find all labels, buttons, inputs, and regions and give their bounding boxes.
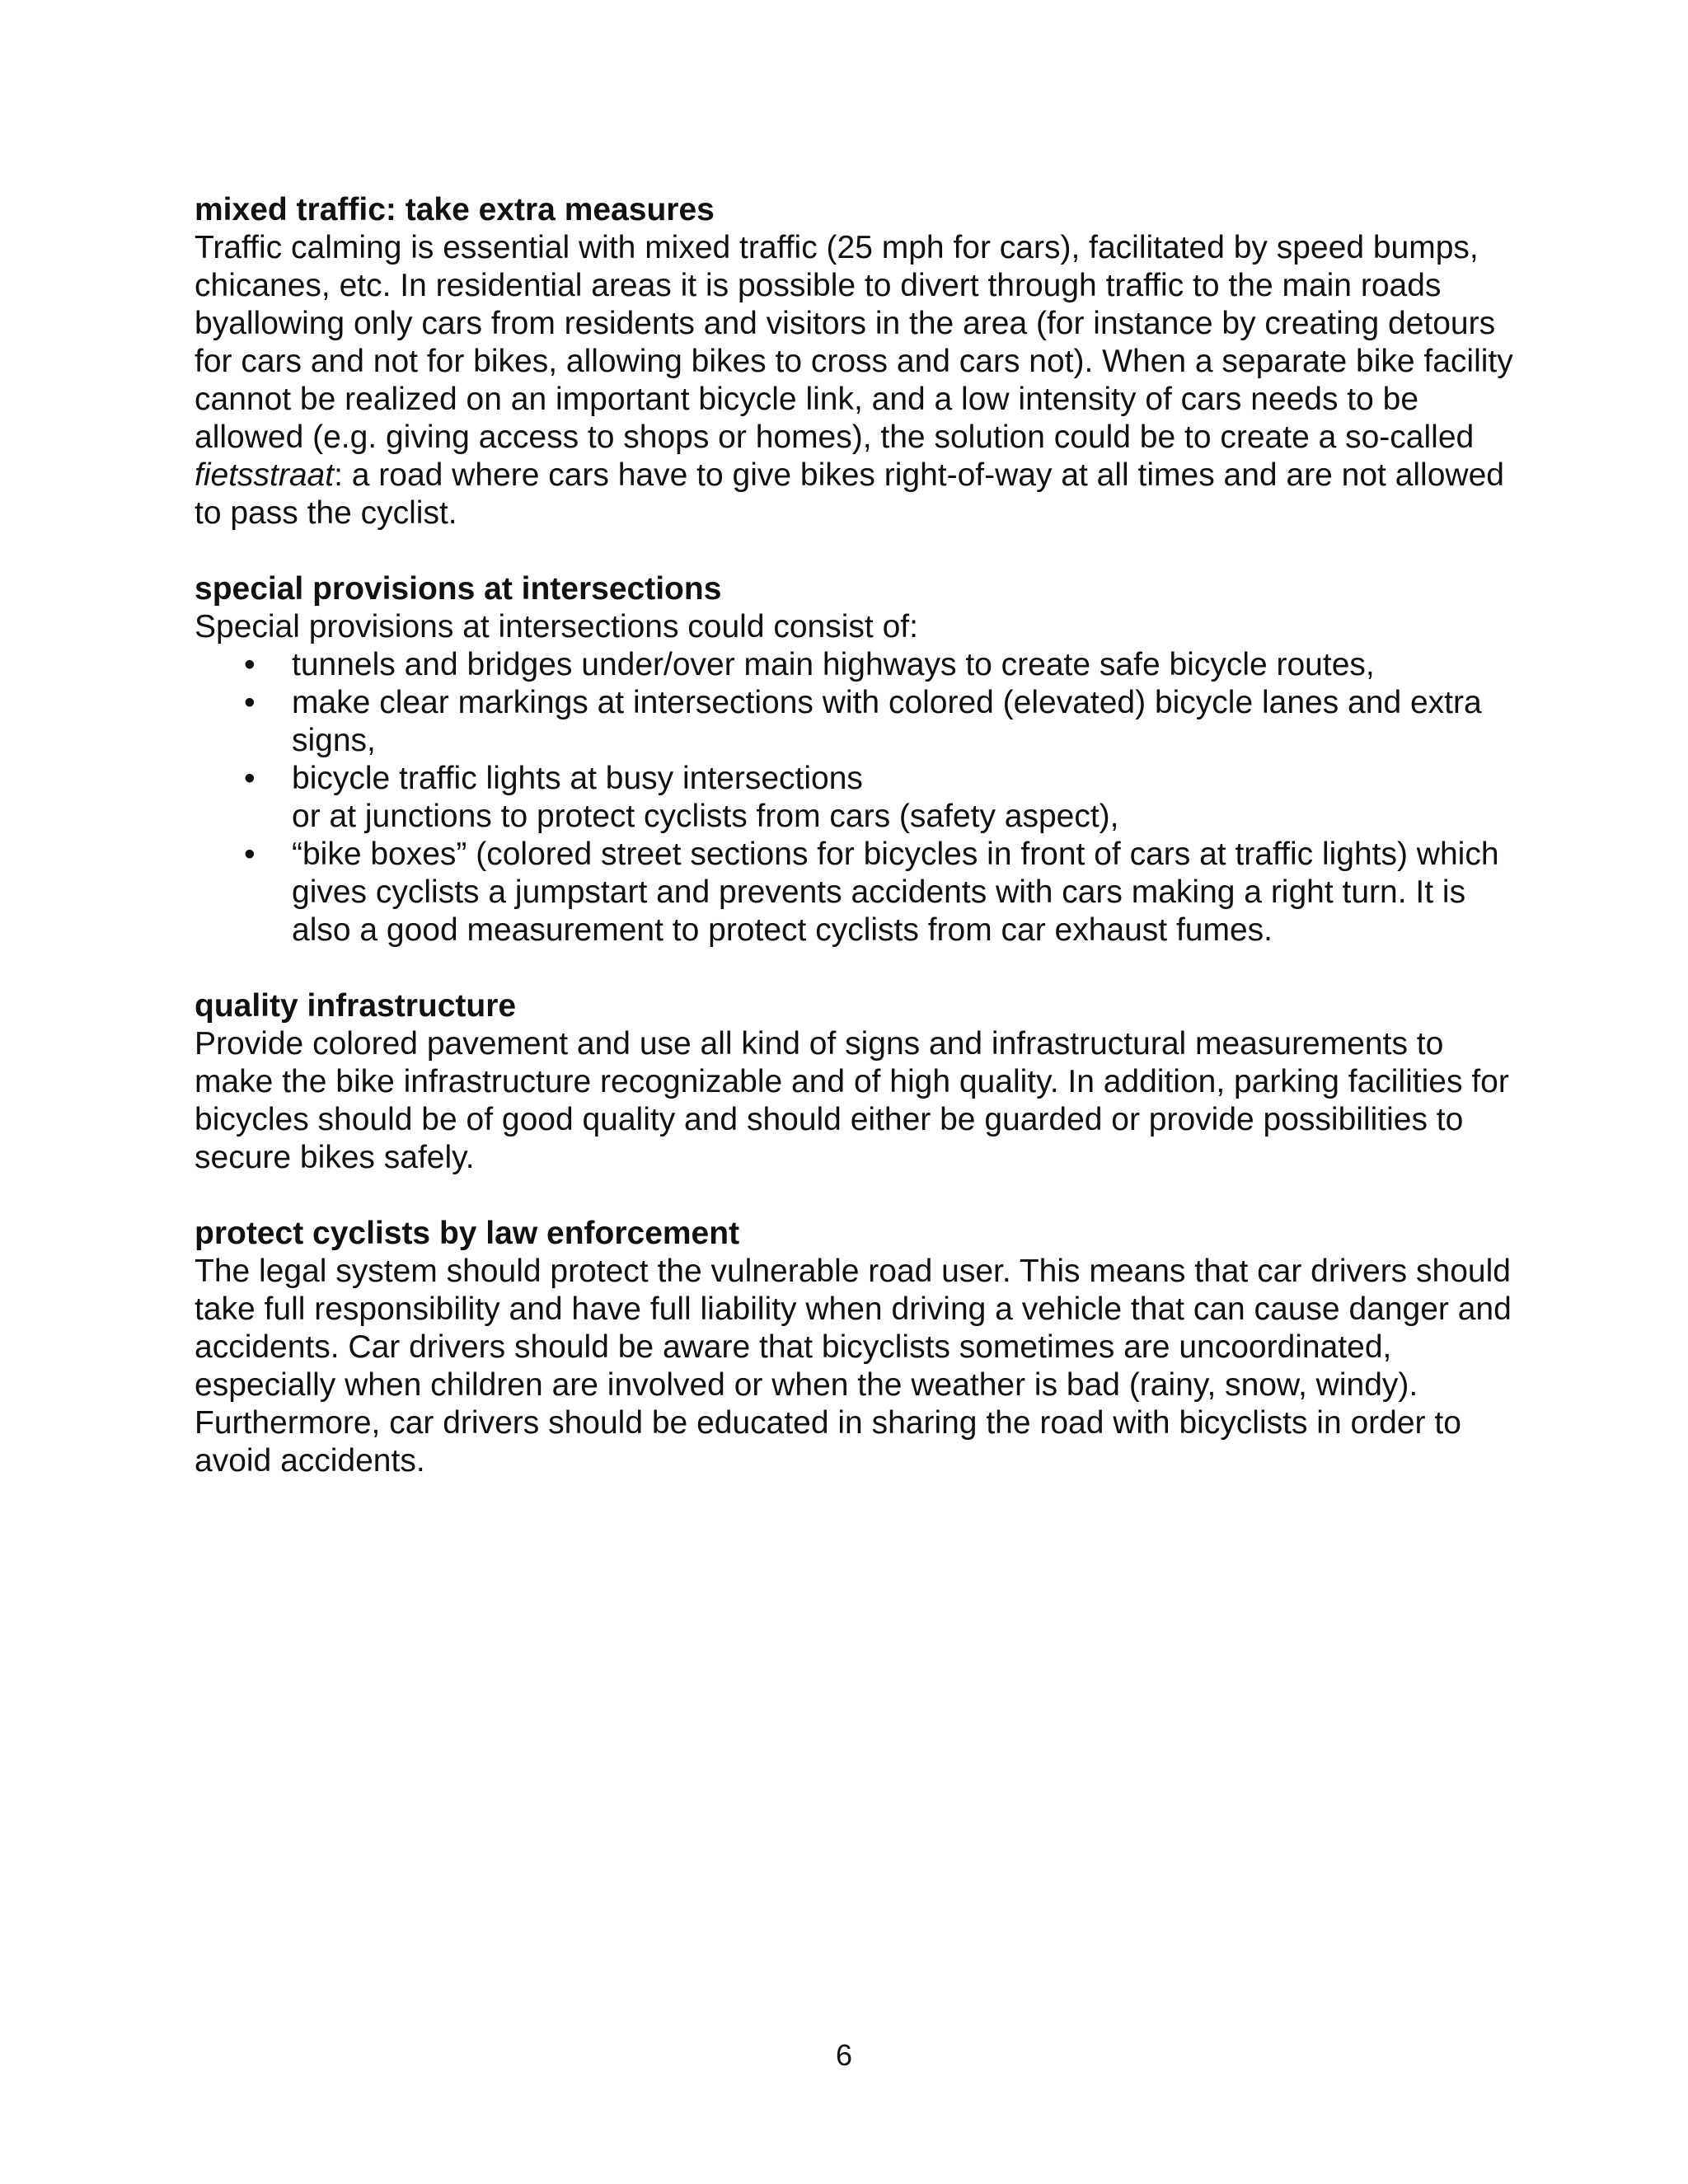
list-item-text: “bike boxes” (colored street sections for bicycles in front of cars at traffic lights) which gives cyclists a jumpstart and prevents accidents with cars making a right turn. It is also a good measurement to protect cyclists from car exhaust fumes. (292, 837, 1499, 948)
bullet-icon: • (244, 837, 256, 872)
section-intersections (195, 570, 1513, 949)
list-item (195, 684, 1513, 760)
page-content (195, 191, 1513, 1518)
section-paragraph (195, 229, 1513, 532)
section-law-enforcement (195, 1215, 1513, 1480)
paragraph-text: : a road where cars have to give bikes right-of-way at all times and are not allowed to pass the cyclist. (195, 457, 1504, 531)
section-paragraph: The legal system should protect the vulnerable road user. This means that car drivers should take full responsibility and have full liability when driving a vehicle that can cause danger and accidents. Car drivers should be aware that bicyclists sometimes are uncoordinated, especially when children are involved or when the weather is bad (rainy, snow, windy). Furthermore, car drivers should be educated in sharing the road with bicyclists in order to avoid accidents. (195, 1254, 1512, 1479)
list-item-text: bicycle traffic lights at busy intersections (292, 761, 863, 796)
section-heading: mixed traffic: take extra measures (195, 192, 715, 227)
section-heading: special provisions at intersections (195, 571, 722, 607)
section-paragraph: Provide colored pavement and use all kind of signs and infrastructural measurements to make the bike infrastructure recognizable and of high quality. In addition, parking facilities for bicycles should be of good quality and should either be guarded or provide possibilities to secure bikes safely. (195, 1026, 1509, 1175)
list-item-text-continued: or at junctions to protect cyclists from cars (safety aspect), (292, 799, 1119, 834)
bullet-icon: • (244, 685, 256, 720)
bullet-list (195, 646, 1513, 949)
list-item-text: make clear markings at intersections with colored (elevated) bicycle lanes and extra signs, (292, 685, 1482, 758)
section-heading: quality infrastructure (195, 988, 517, 1024)
paragraph-italic-term: fietsstraat (195, 457, 335, 493)
paragraph-text: Traffic calming is essential with mixed traffic (25 mph for cars), facilitated by speed bumps, chicanes, etc. In residential areas it is possible to divert through traffic to the main roads byallowing only cars from residents and visitors in the area (for instance by creating detours for cars and not for bikes, allowing bikes to cross and cars not). When a separate bike facility cannot be realized on an important bicycle link, and a low intensity of cars needs to be allowed (e.g. giving access to shops or homes), the solution could be to create a so-called (195, 230, 1513, 455)
section-heading: protect cyclists by law enforcement (195, 1216, 740, 1251)
list-item (195, 646, 1513, 684)
list-item (195, 760, 1513, 836)
section-intro: Special provisions at intersections could consist of: (195, 609, 918, 644)
bullet-icon: • (244, 761, 256, 796)
list-item (195, 836, 1513, 949)
list-item-text: tunnels and bridges under/over main highways to create safe bicycle routes, (292, 647, 1375, 682)
page-number: 6 (835, 2038, 853, 2072)
bullet-icon: • (244, 647, 256, 682)
section-quality-infrastructure (195, 987, 1513, 1177)
section-mixed-traffic (195, 191, 1513, 532)
